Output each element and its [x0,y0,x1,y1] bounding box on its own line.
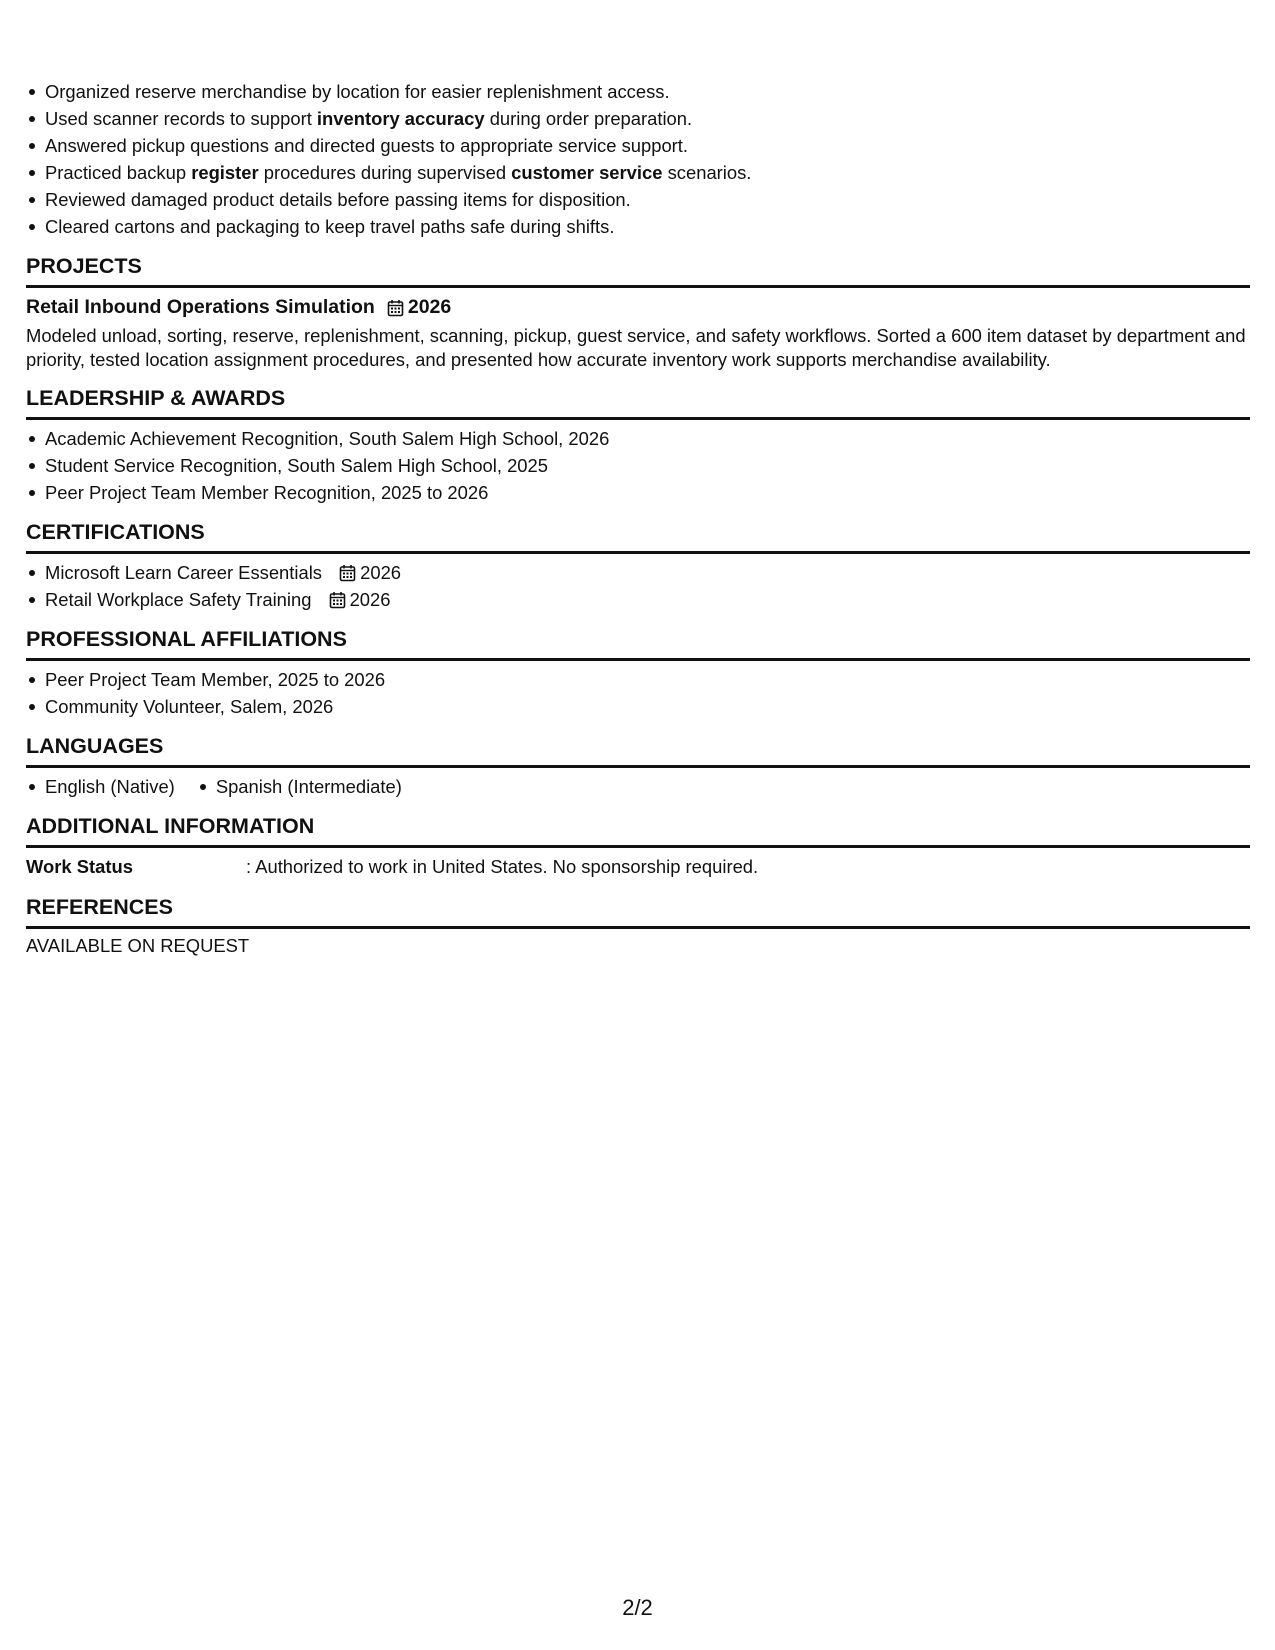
section-title-languages: LANGUAGES [26,733,1250,768]
experience-bullet [26,213,1250,240]
page-number: 2/2 [622,1595,653,1620]
certification-name: Retail Workplace Safety Training [45,589,312,610]
certifications-section [26,519,1250,613]
work-status-row [26,853,1250,881]
references-section [26,894,1250,960]
experience-bullet [26,159,1250,186]
experience-bullet [26,186,1250,213]
resume-page [26,78,1250,960]
certification-date: 2026 [349,589,391,610]
bullet-text: procedures during supervised [258,162,512,183]
bullet-text: Used scanner records to support [45,108,317,129]
section-title-certifications: CERTIFICATIONS [26,519,1250,554]
list-item: Peer Project Team Member, 2025 to 2026 [26,666,1250,693]
leadership-section [26,385,1250,506]
certification-date: 2026 [360,562,402,583]
section-title-affiliations: PROFESSIONAL AFFILIATIONS [26,626,1250,661]
list-item: Community Volunteer, Salem, 2026 [26,693,1250,720]
bullet-text: Organized reserve merchandise by location for easier replenishment access. [45,81,670,102]
bullet-text: Reviewed damaged product details before passing items for disposition. [45,189,631,210]
certification-name: Microsoft Learn Career Essentials [45,562,322,583]
language-item: Spanish (Intermediate) [197,773,402,800]
languages-section [26,733,1250,800]
calendar-icon [329,591,346,609]
section-title-projects: PROJECTS [26,253,1250,288]
bullet-text: Cleared cartons and packaging to keep travel paths safe during shifts. [45,216,615,237]
section-title-additional: ADDITIONAL INFORMATION [26,813,1250,848]
projects-section [26,253,1250,372]
calendar-icon [387,299,404,317]
bold-keyword: register [191,162,259,183]
references-text: AVAILABLE ON REQUEST [26,935,250,956]
experience-bullet [26,132,1250,159]
experience-bullet [26,78,1250,105]
affiliations-section [26,626,1250,720]
bullet-text: Answered pickup questions and directed guests to appropriate service support. [45,135,689,156]
work-status-label: Work Status [26,856,133,877]
list-item: Academic Achievement Recognition, South Salem High School, 2026 [26,425,1250,452]
bullet-text: during order preparation. [484,108,693,129]
additional-info-section [26,813,1250,881]
section-title-leadership: LEADERSHIP & AWARDS [26,385,1250,420]
language-item: English (Native) [26,773,175,800]
certification-item [26,559,1250,586]
project-header [26,293,1250,322]
experience-bullet [26,105,1250,132]
bullet-text: scenarios. [662,162,752,183]
experience-bullet-list [26,78,1250,240]
list-item: Peer Project Team Member Recognition, 2025 to 2026 [26,479,1250,506]
bold-keyword: customer service [511,162,663,183]
calendar-icon [339,564,356,582]
project-name: Retail Inbound Operations Simulation [26,296,375,318]
project-date: 2026 [407,296,452,318]
bold-keyword: inventory accuracy [316,108,485,129]
work-status-value: : Authorized to work in United States. No sponsorship required. [246,856,759,877]
list-item: Student Service Recognition, South Salem High School, 2025 [26,452,1250,479]
project-description: Modeled unload, sorting, reserve, replenishment, scanning, pickup, guest service, and safety workflows. Sorted a 600 item dataset by department and priority, tested location assignment procedures, and presented how accurate inventory work supports merchandise availability. [26,325,1246,370]
section-title-references: REFERENCES [26,894,1250,929]
bullet-text: Practiced backup [45,162,192,183]
certification-item [26,586,1250,613]
